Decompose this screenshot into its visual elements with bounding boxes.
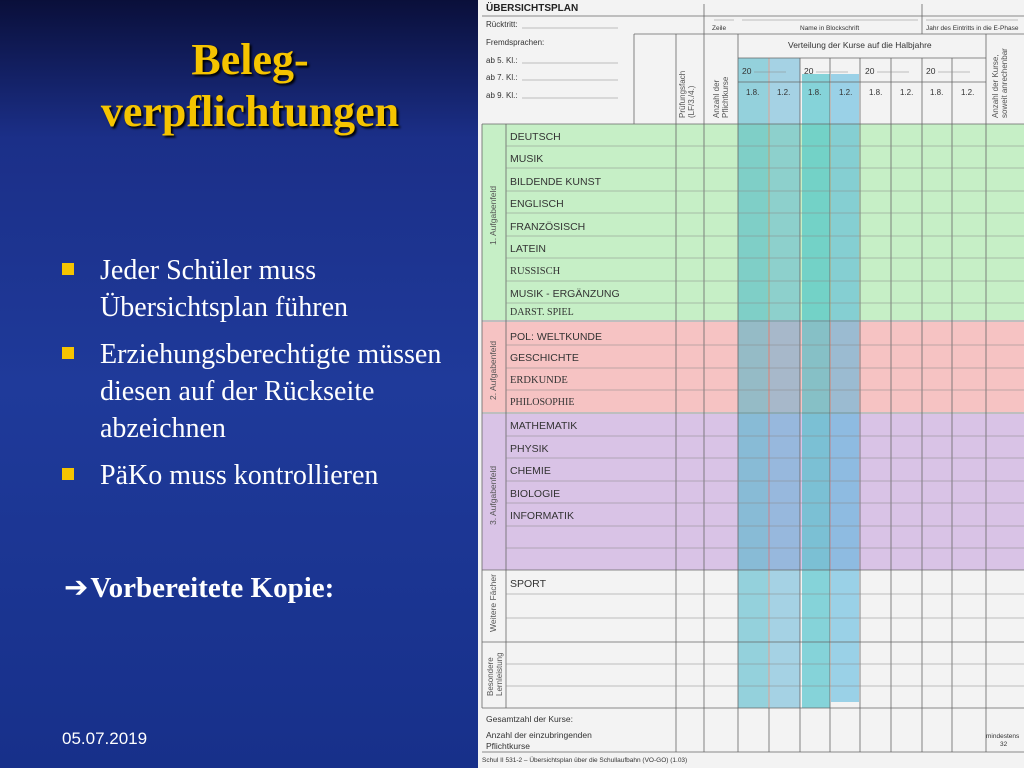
- slide-title: [30, 34, 470, 138]
- subject-label: PHYSIK: [510, 443, 549, 455]
- year-label: 20: [926, 66, 936, 76]
- arrow-right-icon: ➔: [64, 570, 89, 604]
- besondere-label: Besondere Lernleistung: [486, 652, 504, 696]
- year-label: 20: [865, 66, 875, 76]
- subject-label: INFORMATIK: [510, 510, 574, 522]
- uebersichtsplan-form: [478, 0, 1024, 768]
- subject-label: DARST. SPIEL: [510, 307, 574, 318]
- semester-label: 1.8.: [869, 88, 883, 97]
- subject-label: LATEIN: [510, 243, 546, 255]
- subject-label: RUSSISCH: [510, 266, 561, 277]
- ruecktritt-label: Rücktritt:: [486, 20, 518, 29]
- semester-label: 1.2.: [777, 88, 791, 97]
- form-footer: Schul II 531-2 – Übersichtsplan über die Schullaufbahn (VO-GO) (1.03): [482, 757, 688, 764]
- bullet-item: [62, 457, 462, 494]
- subject-label: CHEMIE: [510, 465, 551, 477]
- semester-label: 1.2.: [961, 88, 975, 97]
- subject-label: POL: WELTKUNDE: [510, 331, 602, 343]
- jahr-label: Jahr des Eintritts in die E-Phase: [926, 25, 1019, 32]
- subject-label: MUSIK: [510, 153, 544, 165]
- subject-label: DEUTSCH: [510, 131, 561, 143]
- verteilung-label: Verteilung der Kurse auf die Halbjahre: [788, 40, 932, 50]
- semester-label: 1.2.: [839, 88, 853, 97]
- bullet-text: Erziehungsberechtigte müssen diesen auf der Rückseite abzeichnen: [100, 339, 442, 444]
- form-heading: ÜBERSICHTSPLAN: [486, 3, 579, 14]
- bullet-square-icon: [62, 347, 74, 359]
- semester-label: 1.8.: [808, 88, 822, 97]
- fremdsprachen-label: Fremdsprachen:: [486, 38, 545, 47]
- mindestens-number: 32: [1000, 741, 1008, 748]
- bullet-list: [62, 252, 462, 504]
- year-label: 20: [742, 66, 752, 76]
- name-label: Name in Blockschrift: [800, 25, 860, 32]
- subject-label: SPORT: [510, 578, 546, 590]
- arrow-callout: [64, 570, 334, 605]
- gesamtzahl-label: Gesamtzahl der Kurse:: [486, 714, 573, 724]
- title-line-2: verpflichtungen: [100, 87, 400, 136]
- semester-label: 1.8.: [930, 88, 944, 97]
- bullet-square-icon: [62, 468, 74, 480]
- bullet-item: [62, 252, 462, 326]
- pruefungsfach-label: Prüfungsfach (LF/3./4.): [678, 70, 696, 118]
- year-label: 20: [804, 66, 814, 76]
- bullet-square-icon: [62, 263, 74, 275]
- ab9-label: ab 9. Kl.:: [486, 91, 518, 100]
- bullet-text: PäKo muss kontrollieren: [100, 460, 379, 491]
- anzahl-einzubringen-line1: Anzahl der einzubringenden: [486, 730, 592, 740]
- subject-label: MATHEMATIK: [510, 420, 578, 432]
- anzahl-pflicht-label: Anzahl der Pflichtkurse: [712, 76, 730, 118]
- subject-label: ENGLISCH: [510, 198, 564, 210]
- subject-label: BILDENDE KUNST: [510, 176, 602, 188]
- form-grid: [478, 0, 1024, 768]
- subject-label: PHILOSOPHIE: [510, 397, 575, 408]
- semester-label: 1.2.: [900, 88, 914, 97]
- weitere-label: Weitere Fächer: [488, 574, 498, 632]
- title-line-1: Beleg-: [191, 35, 309, 84]
- slide-date: 05.07.2019: [62, 729, 148, 748]
- feld2-label: 2. Aufgabenfeld: [488, 340, 498, 400]
- subject-label: GESCHICHTE: [510, 352, 579, 364]
- anzahl-einzubringen-line2: Pflichtkurse: [486, 741, 530, 751]
- subject-label: BIOLOGIE: [510, 488, 561, 500]
- zeile-label: Zeile: [712, 25, 727, 32]
- subject-label: ERDKUNDE: [510, 375, 568, 386]
- ab7-label: ab 7. Kl.:: [486, 73, 518, 82]
- semester-label: 1.8.: [746, 88, 760, 97]
- mindestens-label: mindestens: [986, 733, 1020, 740]
- bullet-text: Jeder Schüler muss Übersichtsplan führen: [100, 255, 349, 323]
- subject-label: FRANZÖSISCH: [510, 221, 586, 233]
- anzahl-kurse-label: Anzahl der Kurse, soweit anrechenbar: [991, 48, 1009, 118]
- bullet-item: [62, 336, 462, 447]
- feld1-label: 1. Aufgabenfeld: [488, 185, 498, 245]
- arrow-text: Vorbereitete Kopie:: [90, 572, 335, 604]
- feld3-label: 3. Aufgabenfeld: [488, 465, 498, 525]
- subject-label: MUSIK - ERGÄNZUNG: [510, 288, 620, 300]
- ab5-label: ab 5. Kl.:: [486, 56, 518, 65]
